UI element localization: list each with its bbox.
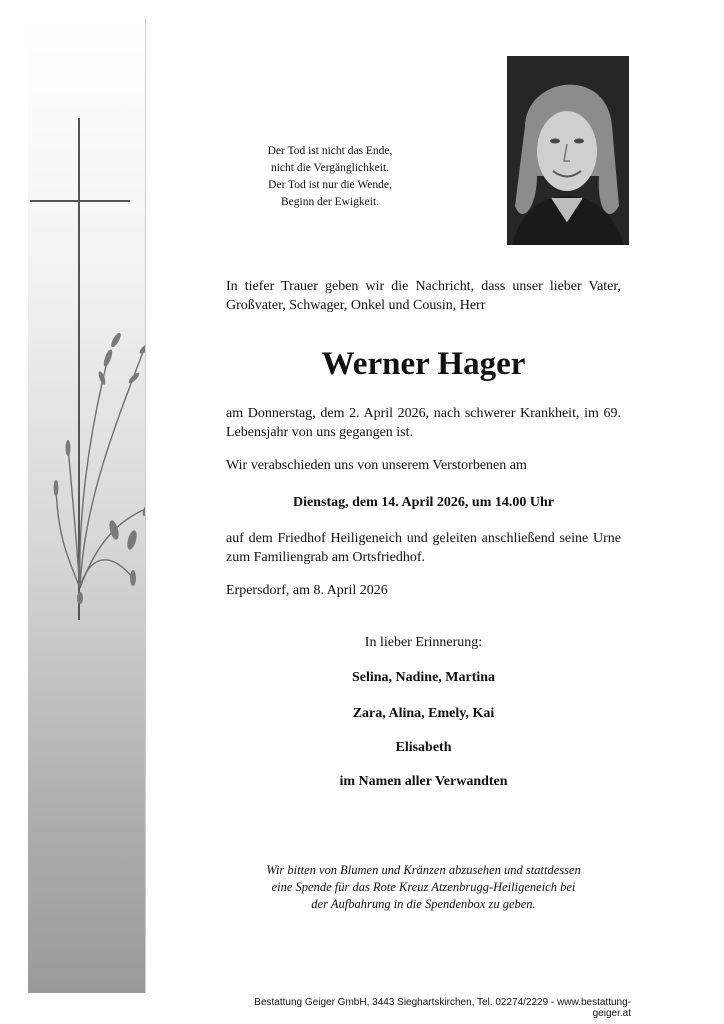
donation-line: Wir bitten von Blumen und Kränzen abzusehen und stattdessen	[266, 863, 581, 877]
memorial-quote	[230, 143, 430, 211]
memory-label: In lieber Erinnerung:	[364, 635, 483, 650]
announcement-text: In tiefer Trauer geben wir die Nachricht, dass unser lieber Vater, Großvater, Schwager, Onkel und Cousin, Herr	[226, 279, 621, 313]
mourner-line: Elisabeth	[395, 740, 452, 755]
quote-line: Der Tod ist nicht das Ende,	[267, 145, 393, 157]
place-date: Erpersdorf, am 8. April 2026	[226, 583, 388, 598]
quote-line: Beginn der Ewigkeit.	[280, 196, 380, 208]
decorative-side-strip	[28, 18, 146, 993]
mourner-line: Selina, Nadine, Martina	[351, 670, 496, 685]
location-text: auf dem Friedhof Heiligeneich und geleiten anschließend seine Urne zum Familiengrab am Ortsfriedhof.	[226, 531, 621, 565]
death-notice-text: am Donnerstag, dem 2. April 2026, nach schwerer Krankheit, im 69. Lebensjahr von uns gegangen ist.	[226, 406, 621, 440]
mourner-line: im Namen aller Verwandten	[339, 774, 508, 789]
funeral-home-footer: Bestattung Geiger GmbH, 3443 Sieghartskirchen, Tel. 02274/2229 - www.bestattung-geiger.at	[254, 997, 631, 1019]
cross-and-grass-icon	[28, 18, 145, 993]
portrait-photo-icon	[507, 56, 629, 245]
quote-line: nicht die Vergänglichkeit.	[270, 162, 390, 174]
deceased-name: Werner Hager	[321, 346, 526, 382]
quote-line: Der Tod ist nur die Wende,	[268, 179, 392, 191]
donation-note	[226, 862, 621, 913]
funeral-date: Dienstag, dem 14. April 2026, um 14.00 Uhr	[293, 495, 554, 510]
mourner-line: Zara, Alina, Emely, Kai	[352, 706, 495, 721]
farewell-intro-text: Wir verabschieden uns von unserem Verstorbenen am	[226, 458, 527, 473]
donation-line: der Aufbahrung in die Spendenbox zu geben.	[311, 897, 536, 911]
portrait-photo	[507, 56, 629, 245]
donation-line: eine Spende für das Rote Kreuz Atzenbrugg-Heiligeneich bei	[271, 880, 576, 894]
